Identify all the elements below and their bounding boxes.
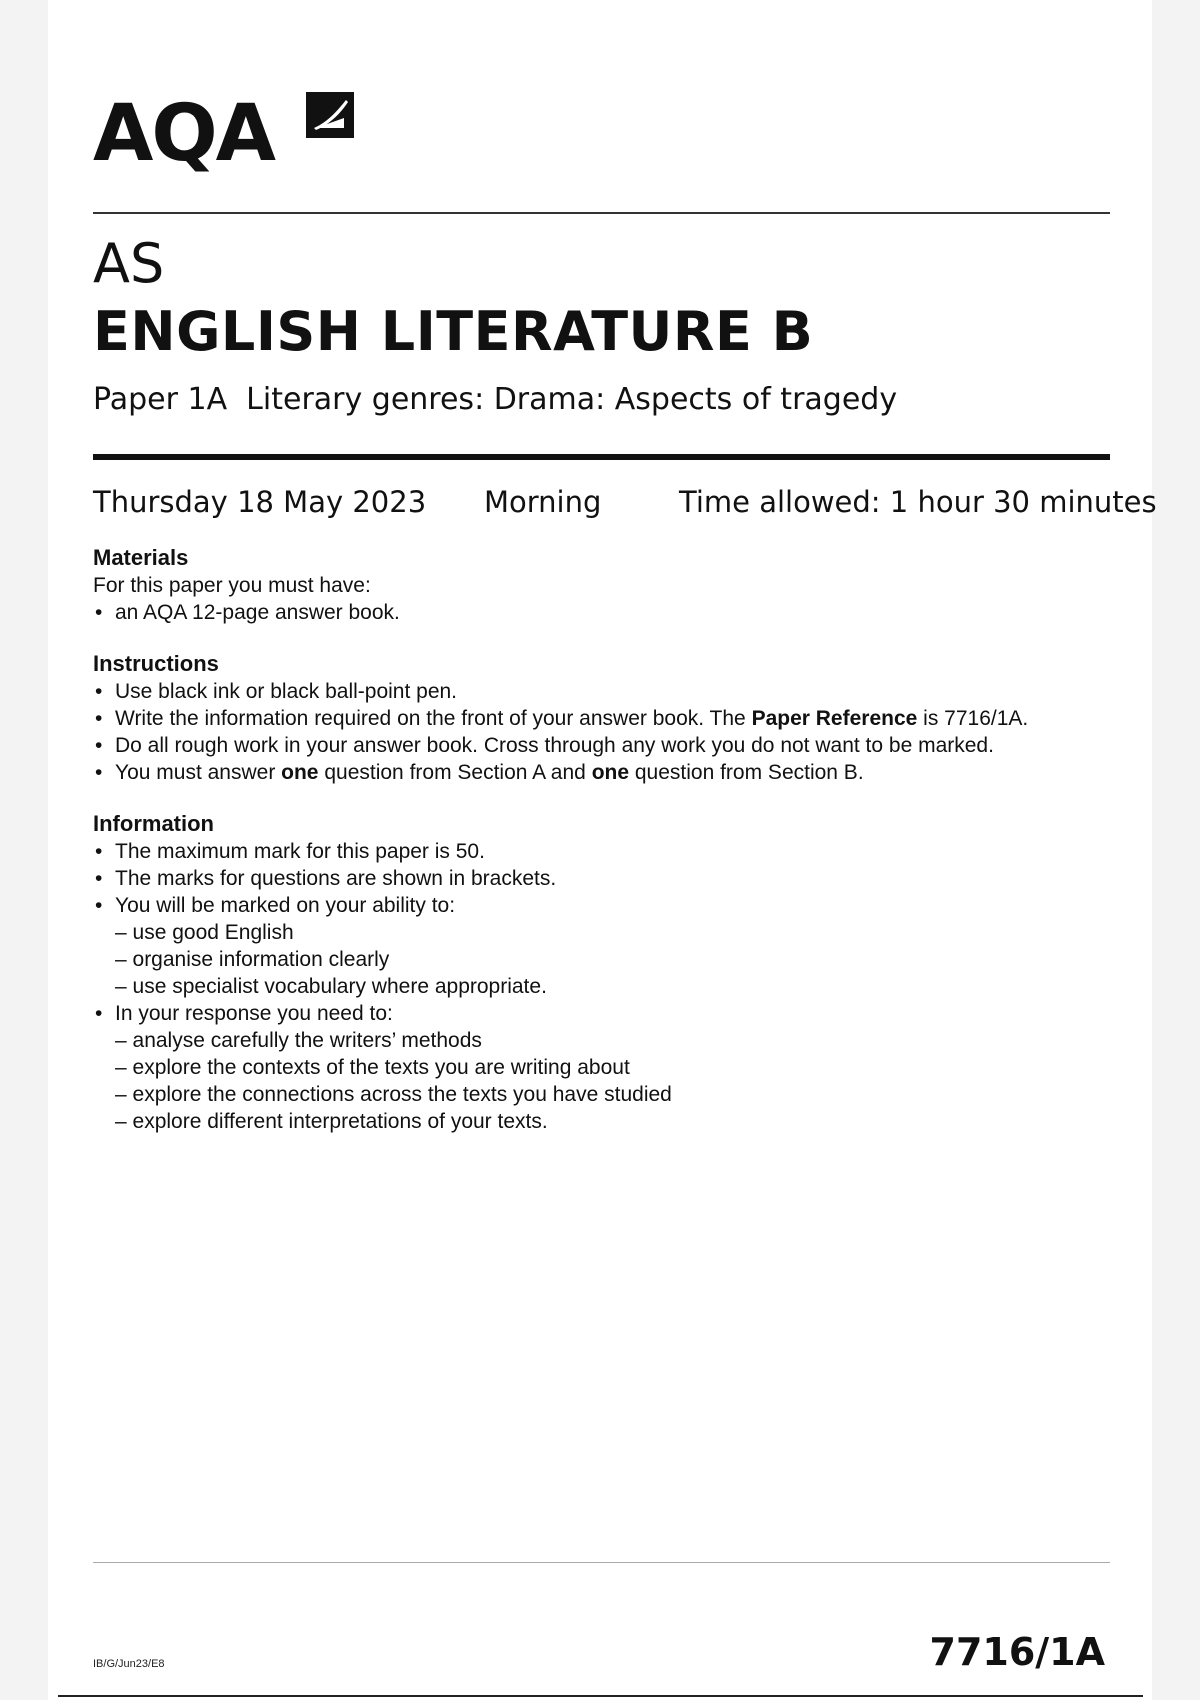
list-item: • The maximum mark for this paper is 50. bbox=[93, 838, 1103, 865]
list-item: • You will be marked on your ability to: bbox=[93, 892, 1103, 919]
sub-list-item: – organise information clearly bbox=[115, 948, 390, 971]
information-section bbox=[93, 810, 1103, 1135]
list-item bbox=[93, 705, 1103, 732]
list-item: • an AQA 12-page answer book. bbox=[93, 599, 1103, 626]
paper-reference: 7716/1A bbox=[929, 1630, 1105, 1674]
logo-mark-icon bbox=[298, 88, 360, 152]
footer-divider bbox=[93, 1562, 1110, 1563]
materials-list bbox=[93, 599, 1103, 626]
header-divider bbox=[93, 212, 1110, 214]
document-code: IB/G/Jun23/E8 bbox=[93, 1658, 165, 1670]
text-segment: is 7716/1A. bbox=[917, 707, 1029, 730]
aqa-logo bbox=[93, 86, 363, 182]
emphasis: one bbox=[591, 761, 630, 784]
page-bottom-rule bbox=[58, 1695, 1143, 1697]
subject-title: ENGLISH LITERATURE B bbox=[93, 300, 814, 363]
emphasis: one bbox=[281, 761, 319, 784]
text-segment: You must answer bbox=[115, 761, 282, 784]
time-allowed: Time allowed: 1 hour 30 minutes bbox=[679, 485, 1157, 519]
text-segment: Write the information required on the front of your answer book. The bbox=[115, 707, 752, 730]
paper-title: Paper 1A Literary genres: Drama: Aspects of tragedy bbox=[93, 382, 898, 417]
text-segment: question from Section B. bbox=[629, 761, 864, 784]
information-heading: Information bbox=[93, 811, 214, 836]
sub-list-item: – explore different interpretations of your texts. bbox=[115, 1110, 548, 1133]
sub-list-item: – explore the contexts of the texts you are writing about bbox=[115, 1056, 630, 1079]
sub-list-item: – use good English bbox=[115, 921, 294, 944]
exam-session: Morning bbox=[484, 485, 602, 519]
exam-date: Thursday 18 May 2023 bbox=[93, 485, 427, 519]
materials-intro: For this paper you must have: bbox=[93, 574, 371, 597]
materials-section bbox=[93, 544, 1103, 626]
instructions-list bbox=[93, 678, 1103, 786]
logo-text: AQA bbox=[93, 89, 275, 179]
instructions-heading: Instructions bbox=[93, 651, 219, 676]
qualification-level: AS bbox=[93, 232, 165, 295]
sub-list-item: – explore the connections across the texts you have studied bbox=[115, 1083, 672, 1106]
materials-heading: Materials bbox=[93, 545, 189, 570]
list-item: • Do all rough work in your answer book. Cross through any work you do not want to be marked. bbox=[93, 732, 1103, 759]
paper-reference-label: Paper Reference bbox=[751, 707, 918, 730]
list-item: • The marks for questions are shown in brackets. bbox=[93, 865, 1103, 892]
instructions-section bbox=[93, 650, 1103, 786]
list-item: • Use black ink or black ball-point pen. bbox=[93, 678, 1103, 705]
list-item bbox=[93, 759, 1103, 786]
sub-list-item: – use specialist vocabulary where appropriate. bbox=[115, 975, 547, 998]
information-list bbox=[93, 838, 1103, 1135]
list-item: • In your response you need to: bbox=[93, 1000, 1103, 1027]
title-divider bbox=[93, 454, 1110, 460]
text-segment: question from Section A and bbox=[318, 761, 592, 784]
sub-list-item: – analyse carefully the writers’ methods bbox=[115, 1029, 482, 1052]
